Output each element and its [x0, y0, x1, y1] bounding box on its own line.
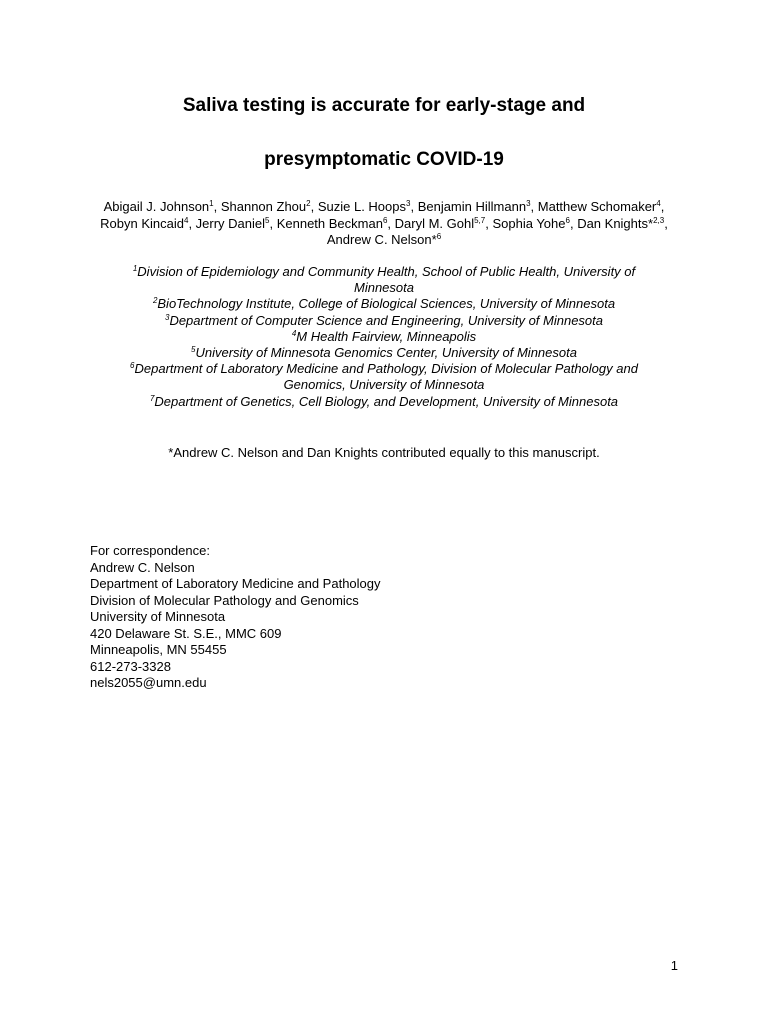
affiliation-mark: 3 [164, 312, 170, 322]
affiliation [104, 313, 664, 329]
affiliation-text: BioTechnology Institute, College of Biological Sciences, University of Minnesota [157, 296, 616, 312]
title-line-1: Saliva testing is accurate for early-stage and [182, 95, 586, 116]
affiliation-mark: 1 [132, 264, 138, 273]
author [538, 199, 661, 214]
correspondence-line: Minneapolis, MN 55455 [90, 642, 227, 657]
author-name: Daryl M. Gohl [394, 215, 475, 231]
author-affiliation-mark: 5 [265, 215, 270, 225]
author-affiliation-mark: 6 [565, 215, 570, 225]
author [100, 216, 188, 231]
author-affiliation-mark: 4 [183, 215, 189, 225]
author-affiliation-mark: 2 [306, 199, 311, 208]
affiliation-list [104, 264, 664, 410]
author [492, 216, 569, 231]
affiliation-text: Department of Laboratory Medicine and Pathology, Division of Molecular Pathology and Genomics, University of Minnesota [134, 361, 638, 393]
author-list: Abigail J. Johnson$^1$, Shannon Zhou$^2$, Suzie L. Hoops$^3$, Benjamin Hillmann$^3$, Matthew Schomaker$^4$, Robyn Kincaid$^4$, Jerry Daniel$^5$, Kenneth Beckman$^6$, Daryl M. Gohl$^{5,7}$, Sophia Yohe$^6$, Dan Knights*$^{2,3}$, Andrew C. Nelson*$^6$ [100, 199, 668, 247]
affiliation-mark: 7 [149, 393, 155, 403]
correspondence-line: 420 Delaware St. S.E., MMC 609 [90, 625, 282, 641]
author-name: Jerry Daniel [195, 215, 266, 231]
author [327, 232, 441, 247]
affiliation-mark: 2 [152, 296, 158, 306]
author-name: Andrew C. Nelson* [326, 232, 437, 247]
author-name: Benjamin Hillmann [417, 199, 527, 214]
author-name: Matthew Schomaker [537, 199, 657, 214]
affiliation [104, 296, 664, 312]
affiliation [104, 361, 664, 393]
affiliation [104, 264, 664, 296]
author-affiliation-mark: 5,7 [474, 215, 486, 225]
author-affiliation-mark: 1 [209, 199, 214, 208]
page-number: 1 [670, 958, 678, 973]
correspondence-email: nels2055@umn.edu [90, 675, 207, 690]
affiliation-text: M Health Fairview, Minneapolis [296, 328, 477, 344]
correspondence-line: University of Minnesota [90, 609, 226, 624]
author-affiliation-mark: 6 [436, 232, 442, 241]
author-affiliation-mark: 3 [406, 199, 411, 208]
affiliation-text: Department of Genetics, Cell Biology, and Development, University of Minnesota [154, 393, 619, 409]
correspondence-block [90, 543, 381, 692]
author-affiliation-mark: 3 [526, 199, 531, 208]
author-affiliation-mark: 4 [656, 199, 661, 208]
author-name: Shannon Zhou [220, 199, 307, 214]
affiliation-mark: 5 [191, 345, 196, 355]
affiliation-mark: 4 [291, 328, 297, 338]
affiliation-mark: 6 [130, 361, 135, 371]
author [318, 199, 411, 214]
author [221, 199, 311, 214]
affiliation [104, 329, 664, 345]
author [577, 216, 664, 231]
correspondence-line: Division of Molecular Pathology and Genomics [90, 592, 359, 608]
author-name: Abigail J. Johnson [103, 199, 210, 214]
author-name: Kenneth Beckman [276, 215, 383, 231]
author-affiliation-mark: 6 [382, 215, 388, 225]
author-name: Dan Knights* [577, 215, 654, 231]
author-name: Suzie L. Hoops [317, 199, 406, 214]
author-name: Sophia Yohe [492, 215, 566, 231]
affiliation [104, 345, 664, 361]
author-affiliation-mark: 2,3 [653, 215, 665, 225]
author [196, 216, 270, 231]
correspondence-line: Andrew C. Nelson [90, 559, 195, 575]
author [418, 199, 531, 214]
affiliation-text: Division of Epidemiology and Community Health, School of Public Health, University of Minnesota [137, 264, 636, 296]
affiliation-text: Department of Computer Science and Engineering, University of Minnesota [169, 312, 603, 328]
author [104, 199, 214, 214]
title-line-2: presymptomatic COVID-19 [264, 149, 504, 170]
author-name: Robyn Kincaid [100, 215, 184, 231]
correspondence-line: Department of Laboratory Medicine and Pathology [90, 576, 381, 591]
author [395, 216, 486, 231]
affiliation [104, 394, 664, 410]
correspondence-line: 612-273-3328 [90, 658, 171, 674]
equal-contribution-note: *Andrew C. Nelson and Dan Knights contributed equally to this manuscript. [168, 445, 600, 460]
correspondence-heading: For correspondence: [90, 543, 210, 558]
affiliation-text: University of Minnesota Genomics Center, University of Minnesota [195, 345, 577, 361]
author [277, 216, 388, 231]
